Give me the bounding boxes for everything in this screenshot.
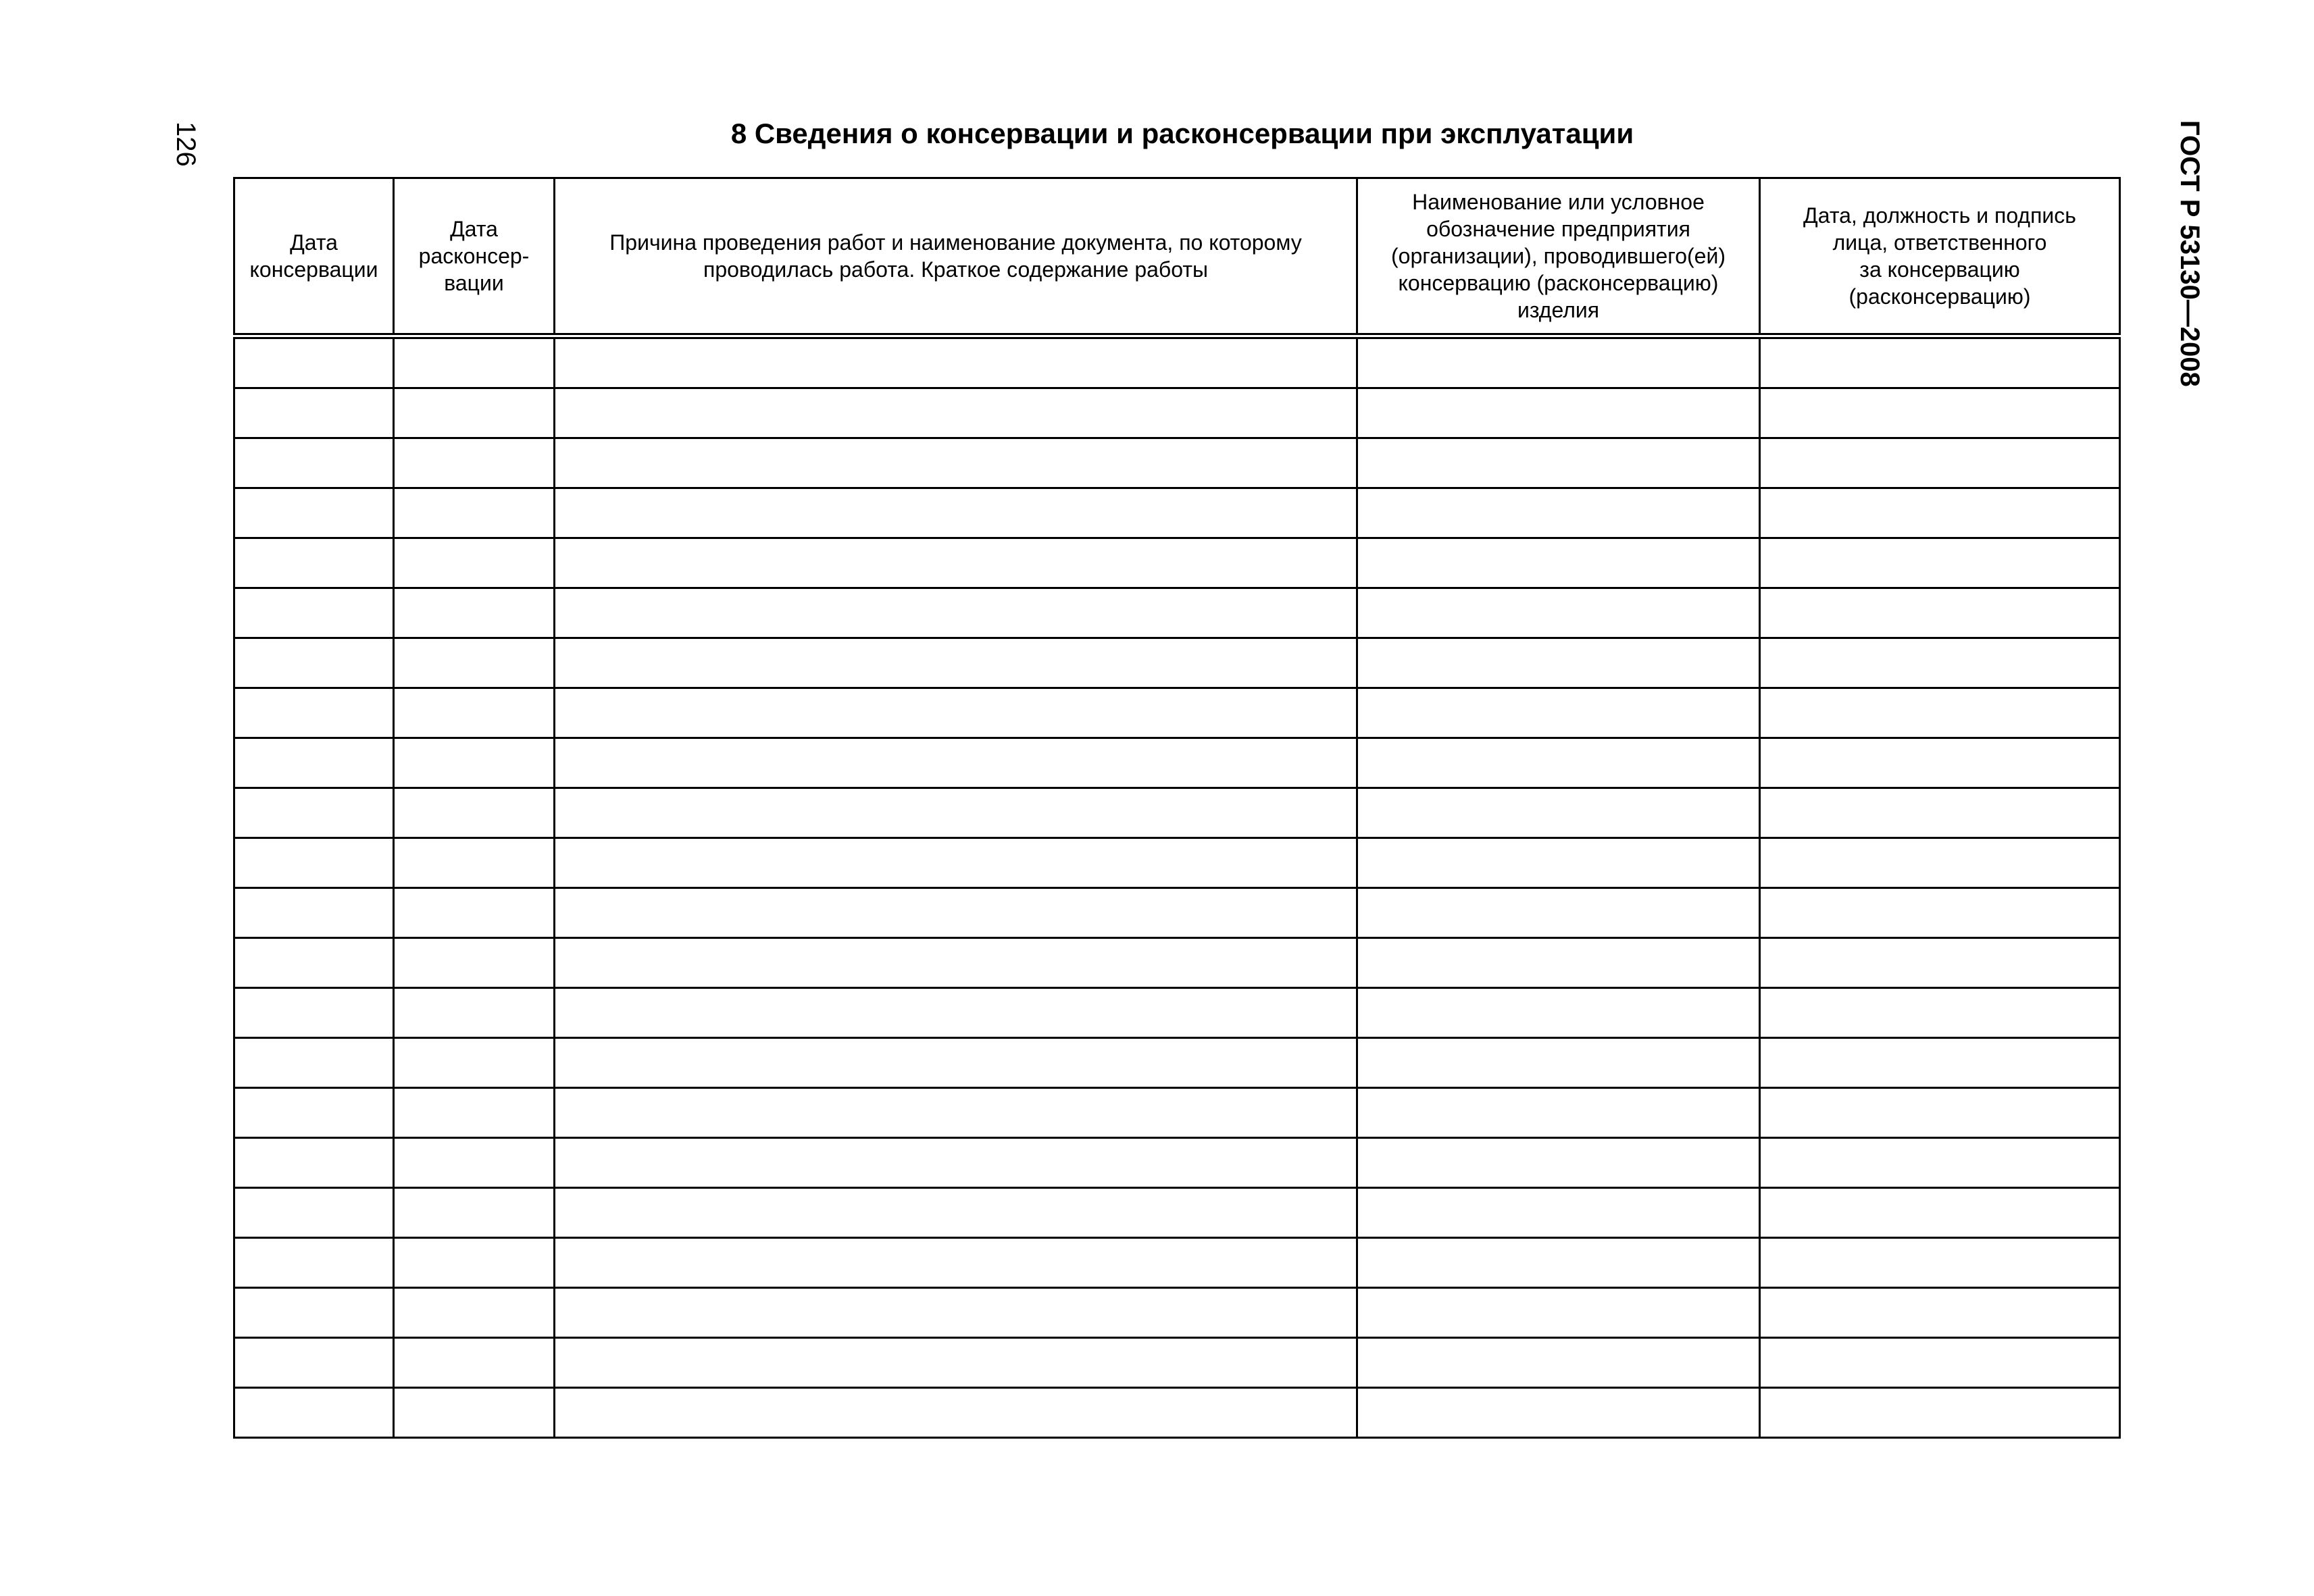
cell-conservation-date	[234, 1038, 394, 1088]
cell-conservation-date	[234, 938, 394, 988]
cell-organization	[1357, 988, 1760, 1038]
cell-reason-and-document	[555, 938, 1357, 988]
cell-responsible-person	[1760, 1338, 2120, 1388]
cell-conservation-date	[234, 336, 394, 388]
cell-organization	[1357, 1188, 1760, 1238]
cell-organization	[1357, 788, 1760, 838]
cell-organization	[1357, 388, 1760, 438]
cell-reason-and-document	[555, 538, 1357, 588]
cell-conservation-date	[234, 388, 394, 438]
cell-conservation-date	[234, 588, 394, 638]
cell-conservation-date	[234, 788, 394, 838]
cell-conservation-date	[234, 1338, 394, 1388]
cell-deconservation-date	[394, 1238, 555, 1288]
cell-deconservation-date	[394, 1188, 555, 1238]
table-row	[234, 938, 2120, 988]
cell-conservation-date	[234, 738, 394, 788]
table-row	[234, 1188, 2120, 1238]
cell-responsible-person	[1760, 1088, 2120, 1138]
cell-responsible-person	[1760, 638, 2120, 688]
table-row	[234, 1388, 2120, 1438]
cell-responsible-person	[1760, 438, 2120, 488]
cell-responsible-person	[1760, 838, 2120, 888]
cell-deconservation-date	[394, 1138, 555, 1188]
cell-organization	[1357, 888, 1760, 938]
table-row	[234, 1338, 2120, 1388]
cell-responsible-person	[1760, 1188, 2120, 1238]
cell-organization	[1357, 938, 1760, 988]
cell-conservation-date	[234, 638, 394, 688]
cell-responsible-person	[1760, 988, 2120, 1038]
cell-reason-and-document	[555, 336, 1357, 388]
header-row	[234, 178, 2120, 336]
cell-reason-and-document	[555, 438, 1357, 488]
section-title: 8 Сведения о консервации и расконсервации при эксплуатации	[730, 118, 1634, 149]
cell-responsible-person	[1760, 388, 2120, 438]
cell-deconservation-date	[394, 788, 555, 838]
cell-reason-and-document	[555, 688, 1357, 738]
column-header-responsible-person: Дата, должность и подпись лица, ответственного за консервацию (расконсервацию)	[1760, 178, 2120, 336]
column-header-deconservation-date: Дата расконсер- вации	[394, 178, 555, 336]
cell-deconservation-date	[394, 336, 555, 388]
cell-conservation-date	[234, 1238, 394, 1288]
cell-deconservation-date	[394, 888, 555, 938]
cell-responsible-person	[1760, 488, 2120, 538]
cell-reason-and-document	[555, 1038, 1357, 1088]
cell-responsible-person	[1760, 938, 2120, 988]
cell-responsible-person	[1760, 538, 2120, 588]
cell-reason-and-document	[555, 1188, 1357, 1238]
cell-deconservation-date	[394, 1088, 555, 1138]
table-row	[234, 838, 2120, 888]
cell-responsible-person	[1760, 738, 2120, 788]
table-header	[234, 178, 2120, 336]
table-row	[234, 538, 2120, 588]
cell-organization	[1357, 1088, 1760, 1138]
cell-organization	[1357, 538, 1760, 588]
cell-deconservation-date	[394, 838, 555, 888]
cell-deconservation-date	[394, 938, 555, 988]
table-row	[234, 638, 2120, 688]
cell-responsible-person	[1760, 336, 2120, 388]
cell-responsible-person	[1760, 1238, 2120, 1288]
cell-organization	[1357, 336, 1760, 388]
table-row	[234, 388, 2120, 438]
cell-reason-and-document	[555, 638, 1357, 688]
cell-deconservation-date	[394, 1388, 555, 1438]
cell-conservation-date	[234, 988, 394, 1038]
cell-reason-and-document	[555, 388, 1357, 438]
table-row	[234, 788, 2120, 838]
table-row	[234, 1138, 2120, 1188]
cell-responsible-person	[1760, 788, 2120, 838]
cell-reason-and-document	[555, 1088, 1357, 1138]
table-row	[234, 738, 2120, 788]
table-row	[234, 588, 2120, 638]
cell-organization	[1357, 1388, 1760, 1438]
table-row	[234, 336, 2120, 388]
cell-reason-and-document	[555, 1388, 1357, 1438]
cell-organization	[1357, 688, 1760, 738]
cell-reason-and-document	[555, 988, 1357, 1038]
table-row	[234, 1288, 2120, 1338]
document-code: ГОСТ Р 53130—2008	[2175, 120, 2205, 387]
cell-organization	[1357, 1138, 1760, 1188]
cell-reason-and-document	[555, 488, 1357, 538]
cell-conservation-date	[234, 1188, 394, 1238]
table-row	[234, 1088, 2120, 1138]
cell-deconservation-date	[394, 488, 555, 538]
page-number: 126	[171, 122, 201, 167]
cell-reason-and-document	[555, 588, 1357, 638]
cell-deconservation-date	[394, 1038, 555, 1088]
cell-responsible-person	[1760, 1138, 2120, 1188]
cell-conservation-date	[234, 838, 394, 888]
cell-organization	[1357, 838, 1760, 888]
cell-reason-and-document	[555, 1338, 1357, 1388]
cell-reason-and-document	[555, 1138, 1357, 1188]
cell-organization	[1357, 1038, 1760, 1088]
cell-responsible-person	[1760, 888, 2120, 938]
cell-deconservation-date	[394, 638, 555, 688]
cell-deconservation-date	[394, 738, 555, 788]
cell-organization	[1357, 1288, 1760, 1338]
cell-reason-and-document	[555, 1238, 1357, 1288]
cell-deconservation-date	[394, 388, 555, 438]
cell-organization	[1357, 1238, 1760, 1288]
cell-conservation-date	[234, 1138, 394, 1188]
cell-conservation-date	[234, 1388, 394, 1438]
cell-organization	[1357, 488, 1760, 538]
table-row	[234, 1038, 2120, 1088]
table-row	[234, 988, 2120, 1038]
cell-conservation-date	[234, 1288, 394, 1338]
column-header-conservation-date: Дата консервации	[234, 178, 394, 336]
cell-conservation-date	[234, 888, 394, 938]
cell-responsible-person	[1760, 1388, 2120, 1438]
cell-conservation-date	[234, 538, 394, 588]
cell-deconservation-date	[394, 438, 555, 488]
cell-deconservation-date	[394, 538, 555, 588]
table-row	[234, 1238, 2120, 1288]
cell-deconservation-date	[394, 1288, 555, 1338]
cell-conservation-date	[234, 438, 394, 488]
cell-reason-and-document	[555, 888, 1357, 938]
table-row	[234, 688, 2120, 738]
column-header-reason-and-document: Причина проведения работ и наименование документа, по которому проводилась работа. Краткое содержание работы	[555, 178, 1357, 336]
cell-conservation-date	[234, 1088, 394, 1138]
table-row	[234, 438, 2120, 488]
cell-organization	[1357, 588, 1760, 638]
cell-conservation-date	[234, 688, 394, 738]
cell-deconservation-date	[394, 1338, 555, 1388]
cell-conservation-date	[234, 488, 394, 538]
cell-deconservation-date	[394, 588, 555, 638]
conservation-table	[233, 177, 2121, 1439]
table-body	[234, 336, 2120, 1438]
cell-organization	[1357, 738, 1760, 788]
cell-organization	[1357, 438, 1760, 488]
table-row	[234, 488, 2120, 538]
cell-responsible-person	[1760, 1288, 2120, 1338]
cell-deconservation-date	[394, 688, 555, 738]
cell-reason-and-document	[555, 1288, 1357, 1338]
cell-reason-and-document	[555, 838, 1357, 888]
cell-deconservation-date	[394, 988, 555, 1038]
cell-organization	[1357, 638, 1760, 688]
cell-responsible-person	[1760, 1038, 2120, 1088]
cell-organization	[1357, 1338, 1760, 1388]
table-row	[234, 888, 2120, 938]
cell-responsible-person	[1760, 588, 2120, 638]
cell-responsible-person	[1760, 688, 2120, 738]
cell-reason-and-document	[555, 738, 1357, 788]
column-header-organization: Наименование или условное обозначение предприятия (организации), проводившего(ей) консервацию (расконсервацию) изделия	[1357, 178, 1760, 336]
cell-reason-and-document	[555, 788, 1357, 838]
